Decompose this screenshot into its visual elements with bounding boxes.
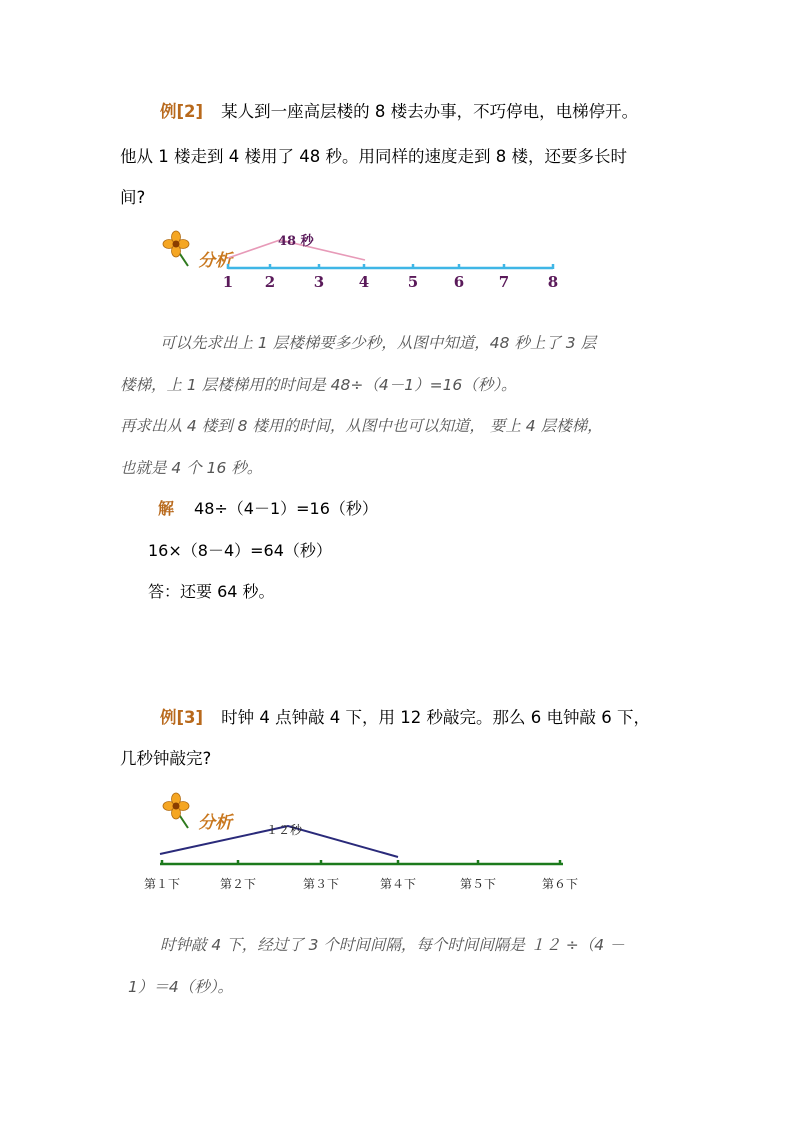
flower-icon — [163, 231, 189, 266]
floor-diagram — [0, 226, 794, 306]
clock-tick-label-5: 第５下 — [459, 877, 497, 891]
example3-analysis1: 时钟敲 4 下，经过了 3 个时间间隔，每个时间间隔是 １２ ÷（4 － — [160, 936, 625, 954]
example3-line2: 几秒钟敲完? — [120, 749, 212, 768]
floor-tick-label-7: 7 — [498, 273, 510, 291]
floor-tick-label-3: 3 — [313, 273, 325, 291]
floor-tick-label-1: 1 — [222, 273, 234, 291]
example2-line2: 他从 1 楼走到 4 楼用了 48 秒。用同样的速度走到 8 楼，还要多长时 — [120, 147, 627, 166]
example3-line1: 例[3] 时钟 4 点钟敲 4 下，用 12 秒敲完。那么 6 电钟敲 6 下， — [160, 708, 651, 727]
floor-tick-label-2: 2 — [264, 273, 276, 291]
clock-tick-label-6: 第６下 — [541, 877, 579, 891]
example2-solution1: 解 48÷（4－1）=16（秒） — [158, 499, 378, 518]
example2-analysis4: 也就是 4 个 16 秒。 — [120, 459, 263, 477]
example3-label: 例[3] — [160, 708, 204, 727]
clock-tick-label-1: 第１下 — [143, 877, 181, 891]
clock-diagram — [0, 790, 794, 900]
example2-answer: 答：还要 64 秒。 — [148, 582, 275, 601]
analysis-badge-1: 分析 — [198, 251, 232, 271]
floor-tick-label-4: 4 — [358, 273, 370, 291]
floor-tick-label-5: 5 — [407, 273, 419, 291]
flower-icon — [163, 793, 189, 828]
analysis-badge-2: 分析 — [198, 813, 232, 833]
example2-analysis2: 楼梯，上 1 层楼梯用的时间是 48÷（4－1）=16（秒）。 — [120, 376, 517, 394]
span-label-48: 48 秒 — [278, 234, 314, 249]
clock-tick-label-4: 第４下 — [379, 877, 417, 891]
clock-tick-label-3: 第３下 — [302, 877, 340, 891]
span-label-12: １２秒 — [266, 823, 303, 837]
example2-label: 例[2] — [160, 102, 204, 121]
example2-analysis1: 可以先求出上 1 层楼梯要多少秒，从图中知道，48 秒上了 3 层 — [160, 334, 597, 352]
example3-analysis2: 1）＝4（秒）。 — [128, 978, 233, 996]
solution-label: 解 — [158, 499, 175, 518]
example2-line1: 例[2] 某人到一座高层楼的 8 楼去办事，不巧停电，电梯停开。 — [160, 102, 639, 121]
clock-tick-label-2: 第２下 — [219, 877, 257, 891]
floor-tick-label-8: 8 — [547, 273, 559, 291]
example2-line3: 间? — [120, 188, 146, 207]
example2-analysis3: 再求出从 4 楼到 8 楼用的时间，从图中也可以知道， 要上 4 层楼梯， — [120, 417, 603, 435]
example2-solution2: 16×（8－4）=64（秒） — [148, 541, 332, 560]
floor-tick-label-6: 6 — [453, 273, 465, 291]
